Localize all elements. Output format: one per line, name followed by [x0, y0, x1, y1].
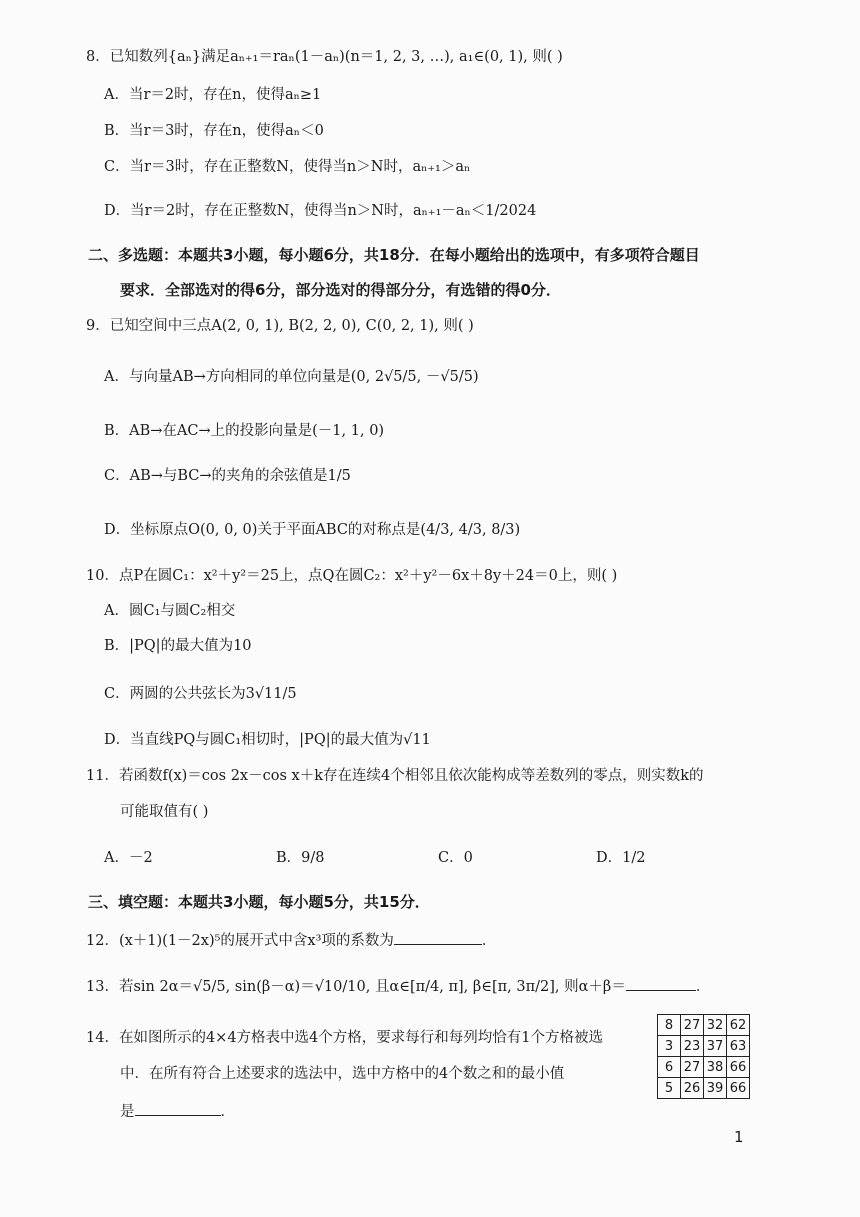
q12-text	[86, 930, 496, 951]
q8-option-a: A．当r＝2时，存在n，使得aₙ≥1	[104, 87, 322, 103]
q11-stem-line1: 11．若函数f(x)＝cos 2x－cos x＋k存在连续4个相邻且依次能构成等差数列的零点，则实数k的	[86, 768, 704, 784]
q10-option-c: C．两圆的公共弦长为3√11/5	[104, 686, 297, 702]
q8-option-d: D．当r＝2时，存在正整数N，使得当n＞N时，aₙ₊₁－aₙ＜1/2024	[104, 203, 537, 219]
q11-stem-line2: 可能取值有( )	[120, 804, 209, 820]
grid-row	[658, 1036, 750, 1057]
q11-option-a: A．－2	[104, 850, 153, 866]
q12-prompt: 12．(x＋1)(1－2x)⁵的展开式中含x³项的系数为	[86, 933, 394, 949]
q14-prompt-end: 是	[120, 1104, 135, 1120]
q10-option-a: A．圆C₁与圆C₂相交	[104, 603, 236, 619]
q14-end: ．	[220, 1104, 235, 1120]
grid-cell: 37	[704, 1036, 727, 1057]
grid-cell: 27	[681, 1015, 704, 1036]
q9-option-a: A．与向量AB→方向相同的单位向量是(0, 2√5/5, －√5/5)	[104, 369, 479, 385]
grid-cell: 39	[704, 1078, 727, 1099]
grid-cell: 27	[681, 1057, 704, 1078]
q9-stem: 9．已知空间中三点A(2, 0, 1), B(2, 2, 0), C(0, 2, 1), 则( )	[86, 318, 474, 334]
q14-line2: 中．在所有符合上述要求的选法中，选中方格中的4个数之和的最小值	[120, 1066, 565, 1082]
q14-answer-blank[interactable]	[135, 1101, 221, 1116]
q8-option-c: C．当r＝3时，存在正整数N，使得当n＞N时，aₙ₊₁＞aₙ	[104, 159, 471, 175]
q8-option-b: B．当r＝3时，存在n，使得aₙ＜0	[104, 123, 324, 139]
section3-heading: 三、填空题：本题共3小题，每小题5分，共15分．	[88, 893, 430, 911]
number-grid-4x4	[657, 1014, 750, 1099]
q8-stem: 8．已知数列{aₙ}满足aₙ₊₁＝raₙ(1－aₙ)(n＝1, 2, 3, …), a₁∈(0, 1), 则( )	[86, 49, 563, 65]
q9-option-c: C．AB→与BC→的夹角的余弦值是1/5	[104, 468, 351, 484]
q11-option-d: D．1/2	[596, 850, 646, 866]
grid-cell: 66	[727, 1057, 750, 1078]
q10-stem: 10．点P在圆C₁：x²＋y²＝25上，点Q在圆C₂：x²＋y²－6x＋8y＋24＝0上，则( )	[86, 568, 618, 584]
q11-option-b: B．9/8	[276, 850, 325, 866]
q11-option-c: C．0	[438, 850, 473, 866]
grid-cell: 23	[681, 1036, 704, 1057]
grid-row	[658, 1015, 750, 1036]
q9-option-d: D．坐标原点O(0, 0, 0)关于平面ABC的对称点是(4/3, 4/3, 8/3)	[104, 522, 521, 538]
q14-line1: 14．在如图所示的4×4方格表中选4个方格，要求每行和每列均恰有1个方格被选	[86, 1030, 603, 1046]
grid-cell: 66	[727, 1078, 750, 1099]
grid-cell: 63	[727, 1036, 750, 1057]
q13-text	[86, 976, 710, 997]
grid-cell: 62	[727, 1015, 750, 1036]
section2-heading-line1: 二、多选题：本题共3小题，每小题6分，共18分．在每小题给出的选项中，有多项符合题目	[88, 246, 700, 264]
q13-prompt: 13．若sin 2α＝√5/5, sin(β－α)＝√10/10, 且α∈[π/4, π], β∈[π, 3π/2], 则α＋β＝	[86, 979, 626, 995]
grid-cell: 6	[658, 1057, 681, 1078]
grid-row	[658, 1057, 750, 1078]
q10-option-b: B．|PQ|的最大值为10	[104, 638, 252, 654]
q13-end: ．	[695, 979, 711, 995]
q13-answer-blank[interactable]	[626, 976, 696, 991]
q14-line3	[120, 1101, 235, 1122]
q12-end: ．	[481, 933, 497, 949]
grid-cell: 3	[658, 1036, 681, 1057]
q12-answer-blank[interactable]	[394, 930, 482, 945]
grid-cell: 38	[704, 1057, 727, 1078]
grid-row	[658, 1078, 750, 1099]
grid-cell: 26	[681, 1078, 704, 1099]
grid-cell: 5	[658, 1078, 681, 1099]
page-number: 1	[734, 1128, 744, 1146]
section2-heading-line2: 要求．全部选对的得6分，部分选对的得部分分，有选错的得0分．	[120, 281, 561, 299]
q9-option-b: B．AB→在AC→上的投影向量是(－1, 1, 0)	[104, 423, 385, 439]
grid-cell: 8	[658, 1015, 681, 1036]
grid-cell: 32	[704, 1015, 727, 1036]
q10-option-d: D．当直线PQ与圆C₁相切时，|PQ|的最大值为√11	[104, 732, 431, 748]
